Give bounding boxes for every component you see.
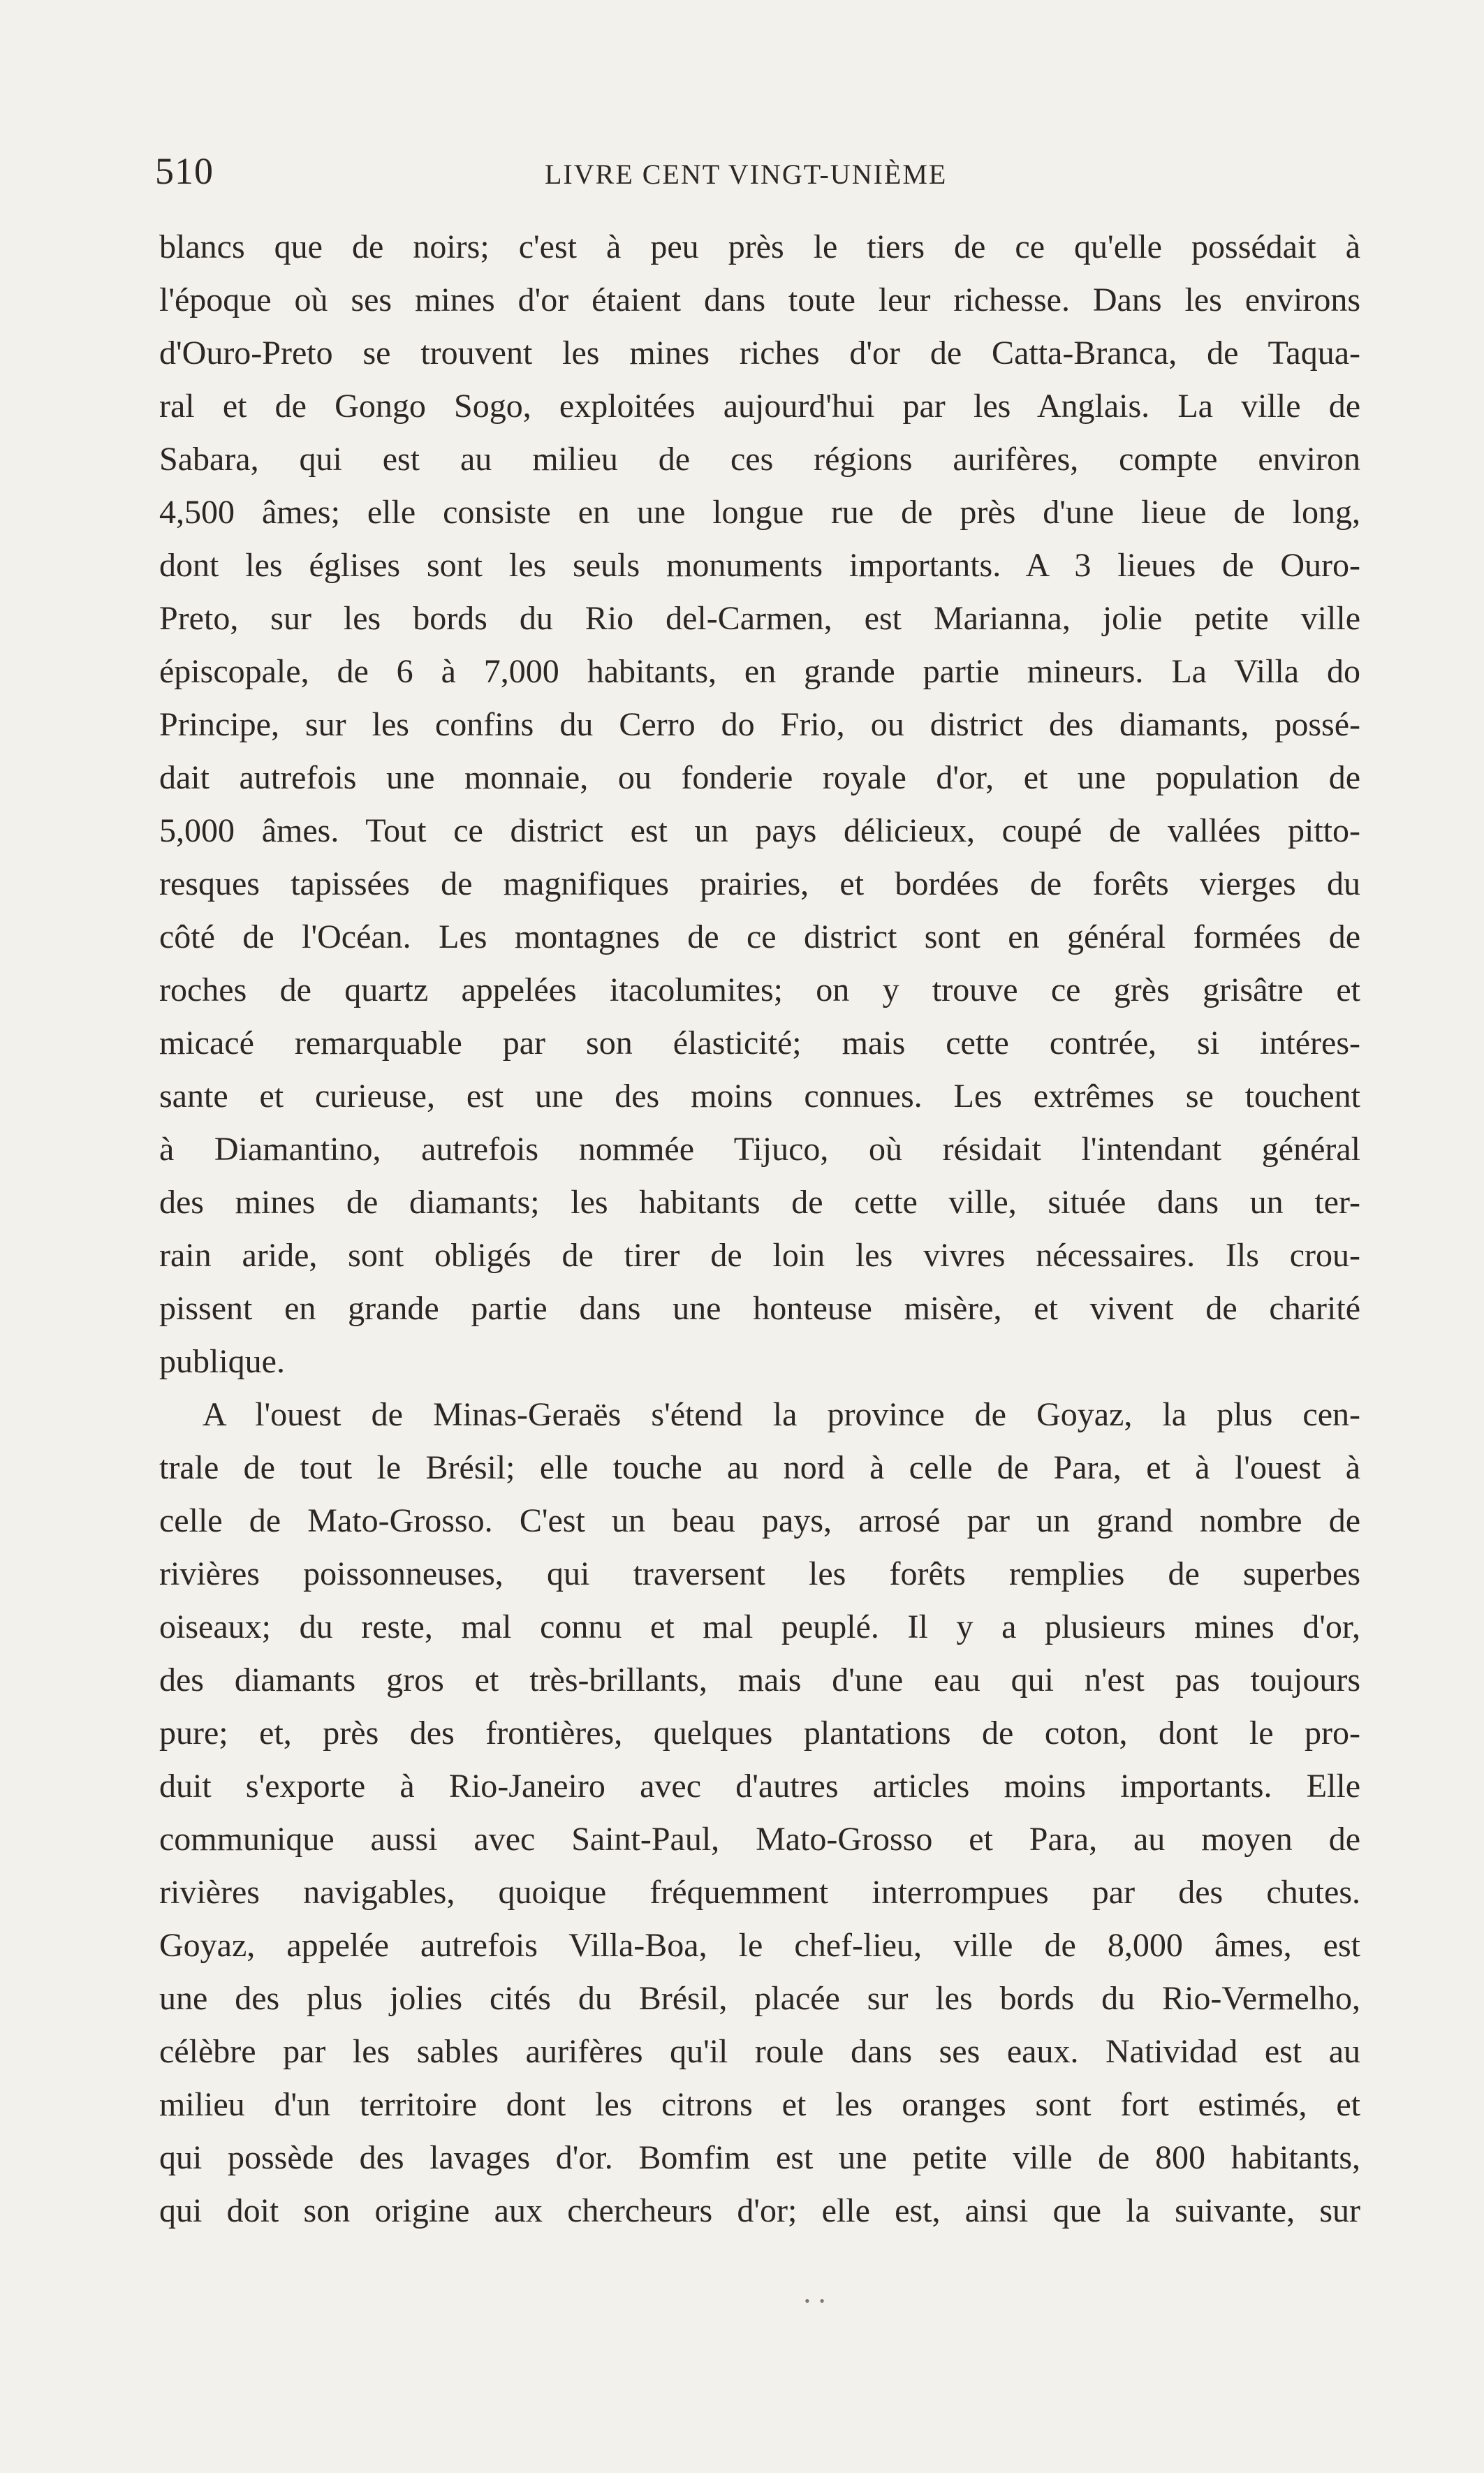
text-line: roches de quartz appelées itacolumites; on y trouve ce grès grisâtre et bbox=[159, 971, 1360, 1008]
text-line: celle de Mato-Grosso. C'est un beau pays, arrosé par un grand nombre de bbox=[159, 1502, 1360, 1539]
text-line: sante et curieuse, est une des moins connues. Les extrêmes se touchent bbox=[159, 1078, 1360, 1115]
text-line: resques tapissées de magnifiques prairies, et bordées de forêts vierges du bbox=[159, 865, 1360, 902]
text-line: ral et de Gongo Sogo, exploitées aujourd'hui par les Anglais. La ville de bbox=[159, 388, 1360, 425]
text-line: publique. bbox=[159, 1343, 285, 1380]
text-line: épiscopale, de 6 à 7,000 habitants, en grande partie mineurs. La Villa do bbox=[159, 653, 1360, 690]
page-number: 510 bbox=[155, 150, 214, 192]
text-line: blancs que de noirs; c'est à peu près le tiers de ce qu'elle possédait à bbox=[159, 228, 1360, 265]
text-line: pure; et, près des frontières, quelques plantations de coton, dont le pro- bbox=[159, 1715, 1360, 1752]
text-line: Goyaz, appelée autrefois Villa-Boa, le chef-lieu, ville de 8,000 âmes, est bbox=[159, 1927, 1360, 1964]
text-line: trale de tout le Brésil; elle touche au nord à celle de Para, et à l'ouest à bbox=[159, 1449, 1360, 1486]
text-line: dont les églises sont les seuls monuments importants. A 3 lieues de Ouro- bbox=[159, 547, 1360, 584]
text-line: rivières poissonneuses, qui traversent les forêts remplies de superbes bbox=[159, 1555, 1360, 1592]
running-title: LIVRE CENT VINGT-UNIÈME bbox=[545, 159, 948, 190]
text-line: 5,000 âmes. Tout ce district est un pays délicieux, coupé de vallées pitto- bbox=[159, 812, 1360, 849]
text-line: pissent en grande partie dans une honteuse misère, et vivent de charité bbox=[159, 1290, 1360, 1327]
text-line: l'époque où ses mines d'or étaient dans toute leur richesse. Dans les environs bbox=[159, 281, 1360, 318]
text-line: duit s'exporte à Rio-Janeiro avec d'autres articles moins importants. Elle bbox=[159, 1768, 1360, 1805]
text-line: une des plus jolies cités du Brésil, placée sur les bords du Rio-Vermelho, bbox=[159, 1980, 1360, 2017]
text-line: Principe, sur les confins du Cerro do Frio, ou district des diamants, possé- bbox=[159, 706, 1360, 743]
text-line: communique aussi avec Saint-Paul, Mato-Grosso et Para, au moyen de bbox=[159, 1821, 1360, 1858]
text-line: oiseaux; du reste, mal connu et mal peuplé. Il y a plusieurs mines d'or, bbox=[159, 1608, 1360, 1645]
text-line: des mines de diamants; les habitants de cette ville, située dans un ter- bbox=[159, 1184, 1360, 1221]
text-line: Preto, sur les bords du Rio del-Carmen, est Marianna, jolie petite ville bbox=[159, 600, 1360, 637]
text-line: des diamants gros et très-brillants, mais d'une eau qui n'est pas toujours bbox=[159, 1661, 1360, 1698]
text-line: qui doit son origine aux chercheurs d'or; elle est, ainsi que la suivante, sur bbox=[159, 2192, 1360, 2229]
text-line: célèbre par les sables aurifères qu'il roule dans ses eaux. Natividad est au bbox=[159, 2033, 1360, 2070]
paragraph-start-line: A l'ouest de Minas-Geraës s'étend la province de Goyaz, la plus cen- bbox=[203, 1396, 1360, 1433]
text-line: milieu d'un territoire dont les citrons et les oranges sont fort estimés, et bbox=[159, 2086, 1360, 2123]
text-line: côté de l'Océan. Les montagnes de ce district sont en général formées de bbox=[159, 918, 1360, 955]
text-line: d'Ouro-Preto se trouvent les mines riches d'or de Catta-Branca, de Taqua- bbox=[159, 335, 1360, 372]
text-line: Sabara, qui est au milieu de ces régions aurifères, compte environ bbox=[159, 441, 1360, 478]
text-line: dait autrefois une monnaie, ou fonderie royale d'or, et une population de bbox=[159, 759, 1360, 796]
text-line: 4,500 âmes; elle consiste en une longue rue de près d'une lieue de long, bbox=[159, 494, 1360, 531]
body-text bbox=[159, 221, 1360, 2238]
text-line: micacé remarquable par son élasticité; mais cette contrée, si intéres- bbox=[159, 1025, 1360, 1062]
text-line: rivières navigables, quoique fréquemment interrompues par des chutes. bbox=[159, 1874, 1360, 1911]
text-line: rain aride, sont obligés de tirer de loin les vivres nécessaires. Ils crou- bbox=[159, 1237, 1360, 1274]
text-line: qui possède des lavages d'or. Bomfim est une petite ville de 800 habitants, bbox=[159, 2139, 1360, 2176]
text-line: à Diamantino, autrefois nommée Tijuco, où résidait l'intendant général bbox=[159, 1131, 1360, 1168]
signature-mark: • • bbox=[805, 2292, 828, 2310]
